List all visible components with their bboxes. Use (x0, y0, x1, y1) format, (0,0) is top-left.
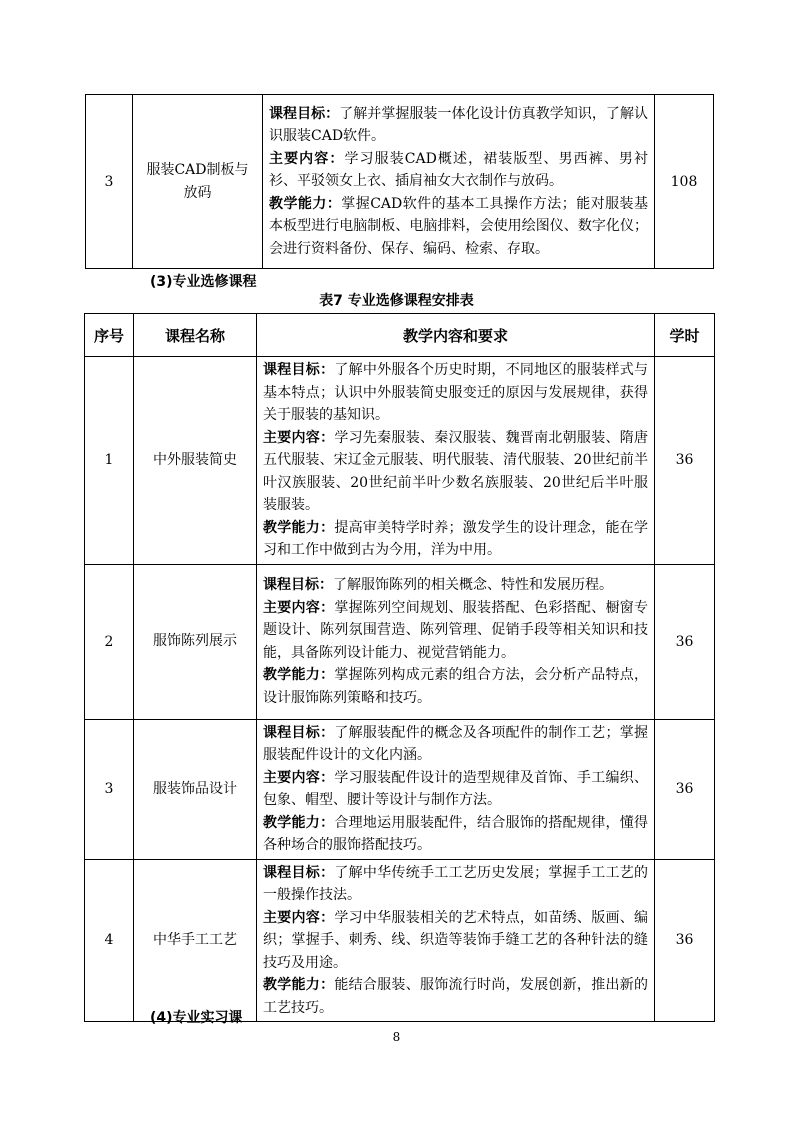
table-row (85, 859, 715, 1022)
course-hours: 36 (655, 859, 715, 1022)
goal-text: 了解服饰陈列的相关概念、特性和发展历程。 (333, 577, 613, 593)
ability-text: 掌握CAD软件的基本工具操作方法；能对服装基本板型进行电脑制板、电脑排料，会使用绘图仪、数字化仪；会进行资料备份、保存、编码、检索、存取。 (269, 195, 649, 257)
goal-text: 了解服装配件的概念及各项配件的制作工艺；掌握服装配件设计的文化内涵。 (263, 724, 649, 763)
ability-label: 教学能力： (263, 667, 335, 683)
content-label: 主要内容： (263, 599, 335, 616)
ability-label: 教学能力： (269, 195, 342, 212)
header-course-name: 课程名称 (134, 314, 257, 357)
section-heading: (4)专业实习课 (150, 1010, 243, 1026)
content-label: 主要内容： (269, 150, 345, 167)
ability-label: 教学能力： (263, 977, 335, 993)
course-name: 服饰陈列展示 (134, 564, 257, 719)
prev-table-continuation (85, 94, 714, 269)
course-name: 服装CAD制板与放码 (133, 95, 263, 269)
course-hours: 36 (655, 357, 715, 565)
course-name: 中华手工工艺 (134, 859, 257, 1022)
section-heading: (3)专业选修课程 (150, 274, 257, 290)
goal-text: 了解中外服各个历史时期，不同地区的服装样式与基本特点；认识中外服装简史服变迁的原因与发展规律，获得关于服装的基知识。 (263, 362, 649, 423)
row-number: 2 (85, 564, 134, 719)
table-caption: 表7 专业选修课程安排表 (319, 293, 474, 309)
content-label: 主要内容： (263, 769, 335, 786)
header-hours: 学时 (655, 314, 715, 357)
ability-text: 提高审美特学时养；激发学生的设计理念，能在学习和工作中做到古为今用，洋为中用。 (263, 519, 649, 558)
goal-label: 课程目标： (263, 724, 335, 741)
content-text: 学习中华服装相关的艺术特点，如苗绣、版画、编织；掌握手、刺秀、线、织造等装饰手缝工艺的各种针法的缝技巧及用途。 (263, 909, 649, 971)
content-text: 学习服装CAD概述，裙装版型、男西裤、男衬衫、平驳领女上衣、插肩袖女大衣制作与放码。 (269, 150, 649, 190)
goal-text: 了解并掌握服装一体化设计仿真教学知识，了解认识服装CAD软件。 (269, 105, 649, 145)
course-description (263, 95, 655, 269)
course-name: 服装饰品设计 (134, 719, 257, 859)
header-number: 序号 (85, 314, 134, 357)
content-text: 掌握陈列空间规划、服装搭配、色彩搭配、橱窗专题设计、陈列氛围营造、陈列管理、促销手段等相关知识和技能，具备陈列设计能力、视觉营销能力。 (263, 599, 649, 661)
table-row (85, 719, 715, 859)
course-description (257, 859, 655, 1022)
content-label: 主要内容： (263, 429, 335, 446)
course-name: 中外服装简史 (134, 357, 257, 565)
ability-text: 掌握陈列构成元素的组合方法，会分析产品特点，设计服饰陈列策略和技巧。 (263, 667, 649, 706)
course-description (257, 719, 655, 859)
ability-label: 教学能力： (263, 814, 335, 831)
table-row (85, 564, 715, 719)
goal-label: 课程目标： (263, 864, 335, 881)
table-row (85, 357, 715, 565)
ability-text: 能结合服装、服饰流行时尚，发展创新，推出新的工艺技巧。 (263, 977, 649, 1016)
content-label: 主要内容： (263, 909, 335, 926)
course-description (257, 564, 655, 719)
elective-courses-table (84, 313, 715, 1022)
content-text: 学习先秦服装、秦汉服装、魏晋南北朝服装、隋唐五代服装、宋辽金元服装、明代服装、清代服装、20世纪前半叶汉族服装、20世纪前半叶少数名族服装、20世纪后半叶服装服装。 (263, 429, 649, 513)
content-text: 学习服装配件设计的造型规律及首饰、手工编织、包象、帽型、腰计等设计与制作方法。 (263, 769, 649, 808)
table-header-row (85, 314, 715, 357)
course-hours: 108 (655, 95, 714, 269)
goal-label: 课程目标： (269, 105, 340, 122)
table-row (86, 95, 714, 269)
header-content: 教学内容和要求 (257, 314, 655, 357)
page-number: 8 (392, 1030, 401, 1044)
row-number: 3 (85, 719, 134, 859)
row-number: 3 (86, 95, 133, 269)
goal-label: 课程目标： (263, 577, 333, 593)
ability-text: 合理地运用服装配件，结合服饰的搭配规律，懂得各种场合的服饰搭配技巧。 (263, 814, 649, 853)
ability-label: 教学能力： (263, 519, 335, 536)
row-number: 1 (85, 357, 134, 565)
course-description (257, 357, 655, 565)
row-number: 4 (85, 859, 134, 1022)
course-hours: 36 (655, 564, 715, 719)
goal-label: 课程目标： (263, 362, 335, 378)
course-hours: 36 (655, 719, 715, 859)
goal-text: 了解中华传统手工工艺历史发展；掌握手工工艺的一般操作技法。 (263, 864, 649, 903)
